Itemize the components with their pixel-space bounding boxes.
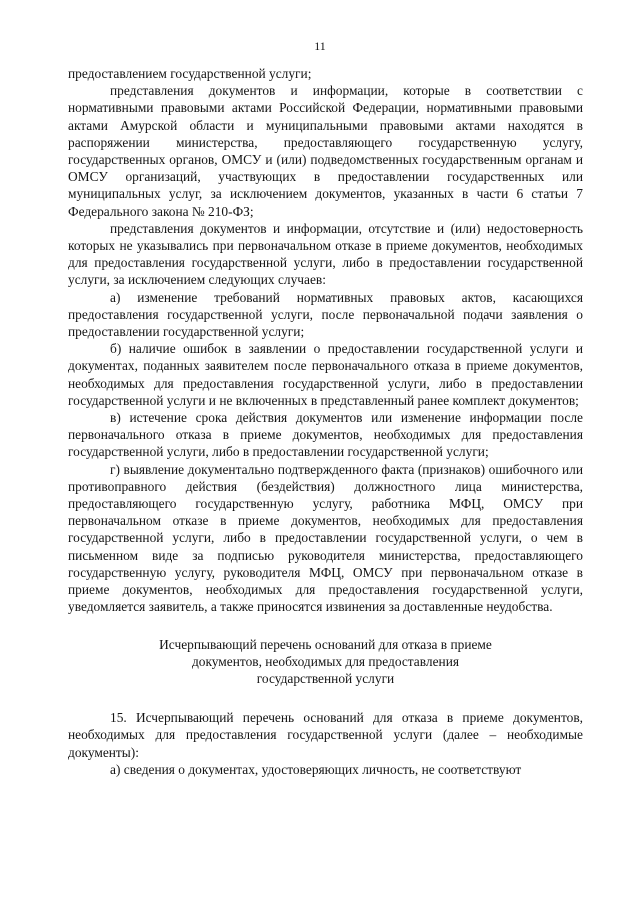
paragraph: а) сведения о документах, удостоверяющих личность, не соответствуют [110, 761, 522, 777]
paragraph: б) наличие ошибок в заявлении о предоставлении государственной услуги и документах, поданных заявителем после первоначального отказа в приеме документов, необходимых для предоставления государственной услуги, либо в предоставлении государственной услуги и не включенных в представленный ранее комплект документов; [68, 341, 583, 408]
page-number: 11 [314, 39, 326, 53]
paragraphs-after-heading [68, 709, 583, 778]
section-heading-line: документов, необходимых для предоставления [191, 653, 460, 669]
paragraph: г) выявление документально подтвержденного факта (признаков) ошибочного или противоправного действия (бездействия) должностного лица министерства, предоставляющего государственную услугу, работника МФЦ, ОМСУ при первоначальном отказе в приеме документов, необходимых для предоставления государственной услуги, либо в предоставлении государственной услуги, о чем в письменном виде за подписью руководителя министерства, предоставляющего государственную услугу, руководителя МФЦ, ОМСУ при первоначальном отказе в приеме документов, необходимых для предоставления государственной услуги, уведомляется заявитель, а также приносятся извинения за доставленные неудобства. [68, 461, 583, 615]
paragraph: представления документов и информации, которые в соответствии с нормативными правовыми актами Российской Федерации, нормативными правовыми актами Амурской области и муниципальными правовыми актами находятся в распоряжении министерства, предоставляющего государственную услугу, государственных органов, ОМСУ и (или) подведомственных государственным органам и ОМСУ организаций, участвующих в предоставлении государственных или муниципальных услуг, за исключением документов, указанных в части 6 статьи 7 Федерального закона № 210-ФЗ; [68, 83, 583, 219]
document-body [68, 65, 583, 778]
paragraph: в) истечение срока действия документов или изменение информации после первоначального отказа в приеме документов, необходимых для предоставления государственной услуги, либо в предоставлении государственной услуги; [68, 410, 583, 460]
section-heading-line: государственной услуги [256, 670, 395, 686]
paragraph: представления документов и информации, отсутствие и (или) недостоверность которых не указывались при первоначальном отказе в приеме документов, необходимых для предоставления государственной услуги, либо в предоставлении государственной услуги, за исключением следующих случаев: [68, 220, 583, 288]
paragraphs-before-heading [68, 65, 583, 616]
section-heading-line: Исчерпывающий перечень оснований для отказа в приеме [159, 636, 492, 652]
paragraph: 15. Исчерпывающий перечень оснований для отказа в приеме документов, необходимых для предоставления государственной услуги (далее – необходимые документы): [68, 710, 583, 760]
section-heading [68, 636, 583, 688]
paragraph: а) изменение требований нормативных правовых актов, касающихся предоставления государственной услуги, после первоначальной подачи заявления о предоставлении государственной услуги; [68, 289, 583, 340]
paragraph: предоставлением государственной услуги; [68, 66, 312, 81]
